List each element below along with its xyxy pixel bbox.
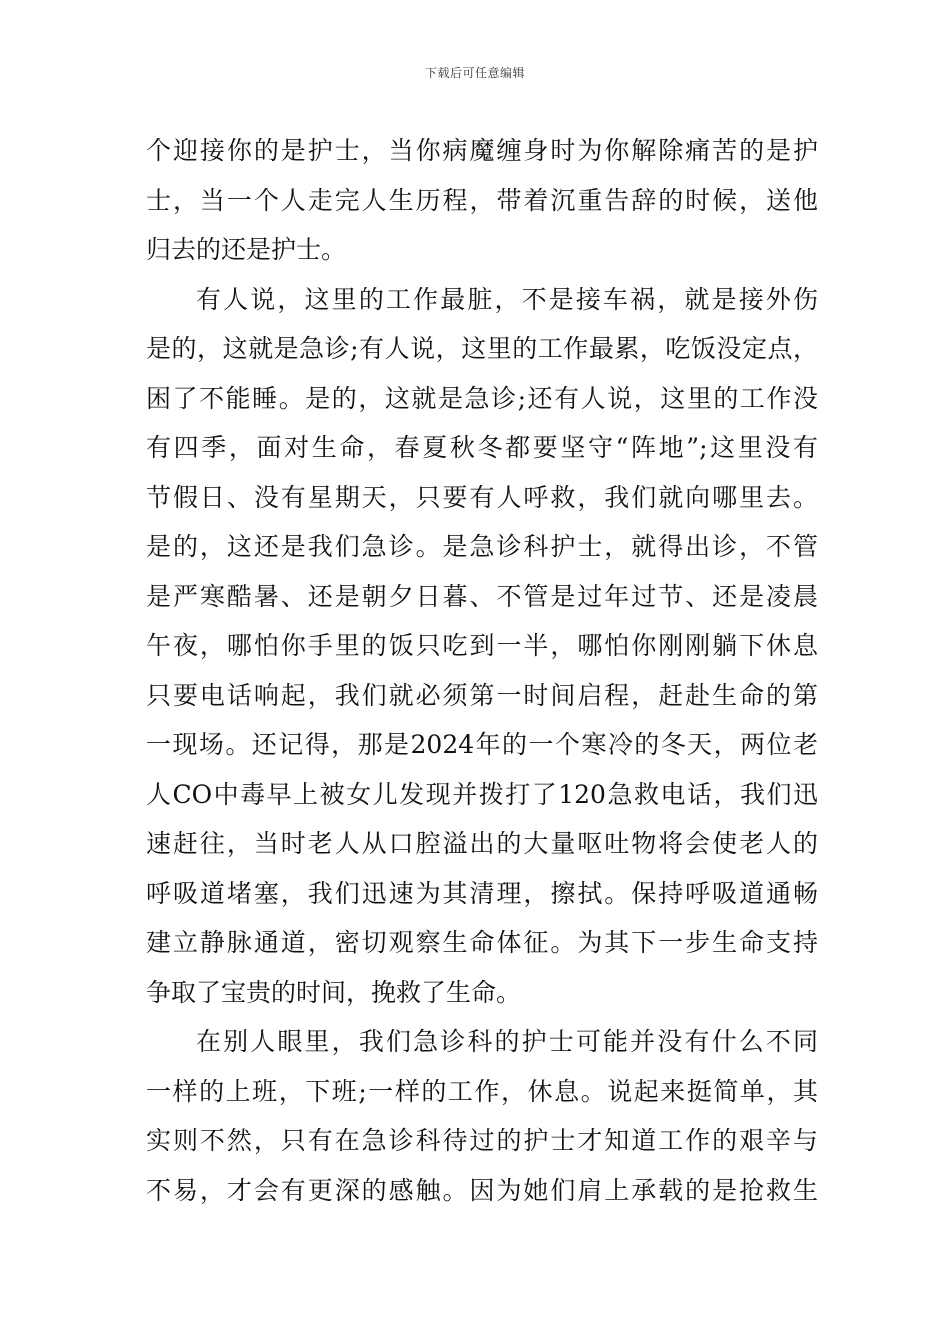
text-line: 是的，这还是我们急诊。是急诊科护士，就得出诊，不管 xyxy=(146,532,818,561)
text-line: 是的，这就是急诊;有人说，这里的工作最累，吃饭没定点， xyxy=(146,334,818,363)
text-line: 午夜，哪怕你手里的饭只吃到一半，哪怕你刚刚躺下休息 xyxy=(146,631,818,660)
text-line: 有人说，这里的工作最脏，不是接车祸，就是接外伤 xyxy=(196,284,818,314)
text-line: 速赶往，当时老人从口腔溢出的大量呕吐物将会使老人的 xyxy=(146,829,818,858)
text-line: 有四季，面对生命，春夏秋冬都要坚守“阵地”;这里没有 xyxy=(146,433,818,462)
text-line: 实则不然，只有在急诊科待过的护士才知道工作的艰辛与 xyxy=(146,1126,818,1155)
text-line: 困了不能睡。是的，这就是急诊;还有人说，这里的工作没 xyxy=(146,383,818,413)
text-line: 个迎接你的是护士，当你病魔缠身时为你解除痛苦的是护 xyxy=(146,136,818,165)
text-line: 士，当一个人走完人生历程，带着沉重告辞的时候，送他 xyxy=(146,185,818,215)
page-header: 下载后可任意编辑 xyxy=(424,66,525,80)
text-line: 一样的上班，下班;一样的工作，休息。说起来挺简单，其 xyxy=(146,1076,818,1106)
text-line: 人CO中毒早上被女儿发现并拨打了120急救电话，我们迅 xyxy=(146,779,818,809)
text-line: 一现场。还记得，那是2024年的一个寒冷的冬天，两位老 xyxy=(146,730,818,759)
text-line: 建立静脉通道，密切观察生命体征。为其下一步生命支持 xyxy=(146,928,818,957)
paragraph xyxy=(146,126,818,275)
paragraph xyxy=(146,1017,818,1215)
text-line: 不易，才会有更深的感触。因为她们肩上承载的是抢救生 xyxy=(146,1175,818,1205)
text-line: 节假日、没有星期天，只要有人呼救，我们就向哪里去。 xyxy=(146,482,818,512)
text-line: 呼吸道堵塞，我们迅速为其清理，擦拭。保持呼吸道通畅 xyxy=(146,878,818,908)
text-line: 只要电话响起，我们就必须第一时间启程，赶赴生命的第 xyxy=(146,680,818,710)
text-line: 争取了宝贵的时间，挽救了生命。 xyxy=(146,977,522,1007)
text-line: 在别人眼里，我们急诊科的护士可能并没有什么不同 xyxy=(196,1027,818,1056)
text-line: 归去的还是护士。 xyxy=(146,235,347,264)
document-body xyxy=(146,126,818,1215)
text-line: 是严寒酷暑、还是朝夕日暮、不管是过年过节、还是凌晨 xyxy=(146,581,818,611)
paragraph xyxy=(146,275,818,1018)
